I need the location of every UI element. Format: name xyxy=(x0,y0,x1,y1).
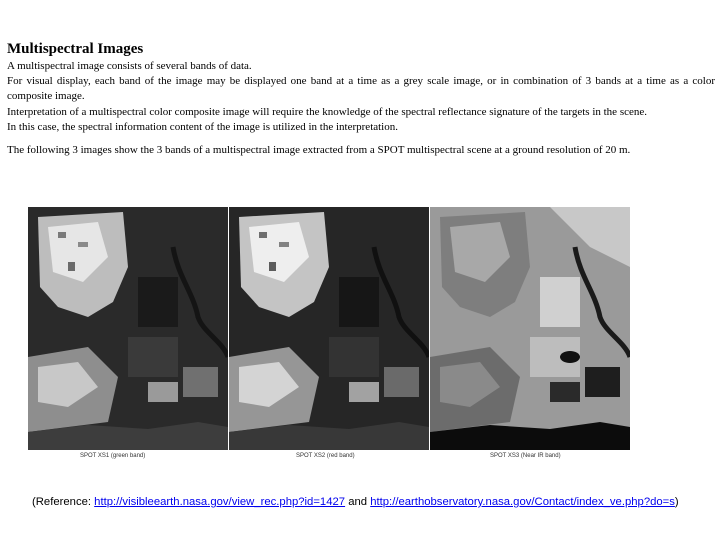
reference-middle: and xyxy=(345,496,371,508)
paragraph-definition: A multispectral image consists of several bands of data. xyxy=(7,60,252,72)
caption-near-ir-band: SPOT XS3 (Near IR band) xyxy=(490,453,561,459)
reference-link-visibleearth[interactable]: http://visibleearth.nasa.gov/view_rec.php?id=1427 xyxy=(94,496,346,508)
reference-line xyxy=(32,496,679,508)
body-text xyxy=(7,59,715,158)
paragraph-interpretation: Interpretation of a multispectral color composite image will require the knowledge of the spectral reflectance signature of the targets in the scene. xyxy=(7,105,647,118)
paragraph-spectral-info: In this case, the spectral information content of the image is utilized in the interpretation. xyxy=(7,120,398,133)
reference-suffix: ) xyxy=(674,496,679,508)
caption-green-band: SPOT XS1 (green band) xyxy=(80,453,146,459)
satellite-image-red-band xyxy=(229,207,429,450)
caption-red-band: SPOT XS2 (red band) xyxy=(296,453,355,459)
slide-title: Multispectral Images xyxy=(7,41,144,57)
paragraph-three-images: The following 3 images show the 3 bands of a multispectral image extracted from a SPOT multispectral scene at a ground resolution of 20 m. xyxy=(7,144,631,157)
reference-prefix: (Reference: xyxy=(32,496,95,508)
satellite-image-green-band xyxy=(28,207,228,450)
satellite-image-near-ir-band xyxy=(430,207,630,450)
paragraph-visual-display: For visual display, each band of the image may be displayed one band at a time as a grey scale image, or in combination of 3 bands at a time as a color composite image. xyxy=(7,75,715,103)
satellite-figure xyxy=(28,207,630,465)
reference-link-earthobservatory[interactable]: http://earthobservatory.nasa.gov/Contact/index_ve.php?do=s xyxy=(370,496,675,508)
